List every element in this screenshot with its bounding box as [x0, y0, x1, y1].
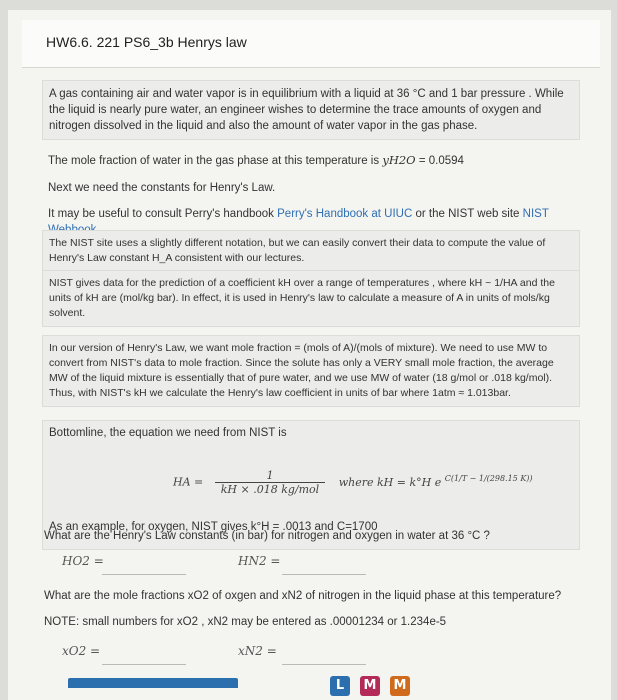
page-title: HW6.6. 221 PS6_3b Henrys law	[46, 34, 247, 50]
formula	[173, 469, 533, 496]
mole-fraction-prefix: The mole fraction of water in the gas phase at this temperature is	[48, 155, 380, 167]
example-line: As an example, for oxygen, NIST gives k°H = .0013 and C=1700	[49, 521, 378, 533]
nist-data-box	[42, 270, 580, 327]
note-text: NOTE: small numbers for xO2 , xN2 may be entered as .00001234 or 1.234e-5	[44, 616, 447, 628]
question-header	[22, 20, 600, 68]
formula-exponent: C(1/T − 1/(298.15 K))	[444, 473, 533, 483]
next-line: Next we need the constants for Henry's Law.	[48, 182, 276, 194]
h-n2-input[interactable]	[282, 554, 366, 575]
taskbar-icon-m-2[interactable]: M	[390, 676, 410, 696]
consult-prefix: It may be useful to consult Perry's handbook	[48, 208, 274, 220]
mole-fraction-line	[48, 152, 464, 169]
submit-bar[interactable]	[68, 678, 238, 688]
page	[8, 10, 611, 700]
perrys-handbook-link[interactable]: Perry's Handbook at UIUC	[277, 208, 413, 220]
nist-note-text: The NIST site uses a slightly different notation, but we can easily convert their data to compute the value of Henry's Law constant H_A consistent with our lectures.	[49, 237, 546, 264]
h-o2-label: HO2 =	[62, 554, 104, 568]
h-n2-label: HN2 =	[238, 554, 281, 568]
bottomline-text: Bottomline, the equation we need from NIST is	[49, 427, 287, 439]
h-o2-input[interactable]	[102, 554, 186, 575]
nist-data-text: NIST gives data for the prediction of a coefficient kH over a range of temperatures , where kH ~ 1/HA and the units of kH are (mol/kg bar). In effect, it is used in Henry's law to calculate a measure of A in units of mols/kg solvent.	[49, 277, 555, 319]
intro-text: A gas containing air and water vapor is in equilibrium with a liquid at 36 °C and 1 bar pressure . While the liquid is nearly pure water, an engineer wishes to determine the trace amounts of oxygen and nitrogen dissolved in the liquid and also the amount of water vapor in the gas phase.	[49, 88, 564, 132]
x-o2-label: xO2 =	[62, 644, 101, 658]
formula-where: where kH = k°H e	[338, 475, 442, 489]
version-note-text: In our version of Henry's Law, we want mole fraction = (mols of A)/(mols of mixture). We need to use MW to convert from NIST's data to mole fraction. Since the solute has only a VERY small mole fraction, the average MW of the liquid mixture is essentially that of pure water, and we use MW of water (18 g/mol or .018 kg/mol). Thus, with NIST's kH we calculate the Henry's law coefficient in units of bar where 1atm ≈ 1.013bar.	[49, 342, 554, 399]
intro-box	[42, 80, 580, 140]
formula-denominator: kH × .018 kg/mol	[220, 483, 320, 496]
question1-text: What are the Henry's Law constants (in bar) for nitrogen and oxygen in water at 36 °C ?	[44, 530, 490, 542]
consult-middle: or the NIST web site	[415, 208, 520, 220]
answers1-row	[42, 550, 580, 574]
nist-webbook-link[interactable]: NIST	[522, 208, 549, 220]
version-note-box	[42, 335, 580, 407]
formula-fraction	[215, 469, 325, 496]
nist-note-box	[42, 230, 580, 272]
x-n2-label: xN2 =	[238, 644, 277, 658]
x-n2-input[interactable]	[282, 644, 366, 665]
question2-text: What are the mole fractions xO2 of oxgen and xN2 of nitrogen in the liquid phase at this temperature?	[44, 590, 562, 602]
taskbar-icon-m-1[interactable]: M	[360, 676, 380, 696]
formula-numerator: 1	[215, 469, 325, 483]
mole-fraction-symbol: yH2O	[382, 153, 416, 167]
formula-lhs: HA =	[173, 475, 204, 489]
answers2-row	[42, 640, 580, 664]
mole-fraction-value: = 0.0594	[418, 155, 464, 167]
x-o2-input[interactable]	[102, 644, 186, 665]
taskbar-icon-l[interactable]: L	[330, 676, 350, 696]
